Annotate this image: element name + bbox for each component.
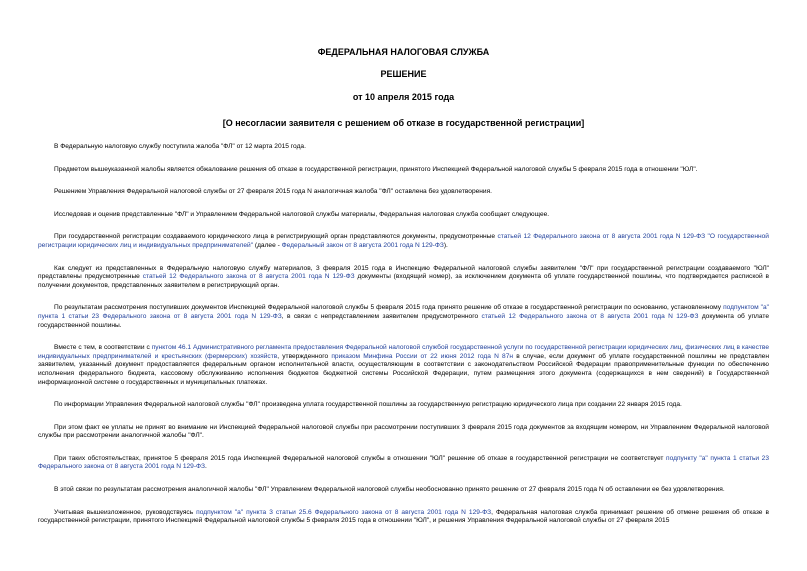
document-type: РЕШЕНИЕ xyxy=(380,69,427,79)
document-date: от 10 апреля 2015 года xyxy=(352,92,455,102)
paragraph-final-decision xyxy=(38,509,769,526)
paragraph-fee-paid: По информации Управления Федеральной налоговой службы "ФЛ" произведена уплата государственной пошлины за государственную регистрацию юридического лица при создании 22 января 2015 года. xyxy=(54,401,682,409)
text-segment: . xyxy=(205,463,207,471)
text-segment: Как следует из представленных в Федеральную налоговую службу материалов, 3 февраля 2015 года в Инспекцию Федеральной налоговой службы заявителем "ФЛ" при государственной регистрации создаваемого "ЮЛ" представлены предусмотренные xyxy=(38,264,769,281)
text-segment: (далее - xyxy=(253,241,282,249)
text-segment: ). xyxy=(443,241,448,249)
text-segment: При таких обстоятельствах, принятое 5 февраля 2015 года Инспекцией Федеральной налоговой службы в отношении "ЮЛ" решение об отказе в государственной регистрации не соответствует xyxy=(54,454,667,462)
law-article-12-link[interactable]: статьей 12 Федерального закона от 8 августа 2001 года N 129-ФЗ "О государственной регистрации юридических лиц и индивидуальных предпринимателей" xyxy=(38,233,769,249)
text-segment: , в связи с непредставлением заявителем предусмотренного xyxy=(281,312,482,320)
text-segment: в случае, если документ об уплате государственной пошлины не представлен заявителем, указанный документ предоставляется федеральным органом исполнительной власти, осуществляющим в соответствии с законодательством Российской Федерации правоприменительные функции по обеспечению исполнения федерального бюджета, кассовому обслуживанию исполнения бюджетов бюджетной системы Российской Федерации, путем размещения этого документа (содержащихся в нем сведений) в Государственной информационной системе о государственных и муниципальных платежах. xyxy=(38,352,769,386)
law-article-23-link[interactable]: подпункту "а" пункта 1 статьи 23 Федерального закона от 8 августа 2001 года N 129-ФЗ xyxy=(38,454,770,471)
law-article-23-link[interactable]: подпунктом "а" пункта 1 статьи 23 Федерального закона от 8 августа 2001 года N 129-ФЗ xyxy=(38,304,769,320)
regulation-46-1-link[interactable]: пунктом 46.1 Административного регламента предоставления Федеральной налоговой службой государственной услуги по государственной регистрации юридических лиц, физических лиц в качестве индивидуальных предпринимателей и крестьянских (фермерских) хозяйств xyxy=(38,344,769,360)
paragraph-documents-submitted xyxy=(38,265,769,291)
text-segment: документы (входящий номер), за исключением документа об уплате государственной пошлины, что подтверждается распиской в получении документов, представленных заявителем в регистрирующий орган. xyxy=(38,273,769,289)
paragraph-administrative-regulation xyxy=(38,344,769,387)
paragraph-unfounded-decision: В этой связи по результатам рассмотрения аналогичной жалобы "ФЛ" Управлением Федеральной налоговой службы необоснованно принято решение от 27 февраля 2015 года N об оставлении ее без удовлетворения. xyxy=(54,486,725,494)
agency-heading: ФЕДЕРАЛЬНАЯ НАЛОГОВАЯ СЛУЖБА xyxy=(317,47,490,57)
paragraph-fee-ignored: При этом факт ее уплаты не принят во внимание ни Инспекцией Федеральной налоговой службы при рассмотрении поступивших 3 февраля 2015 года документов за входящим номером, ни Управлением Федеральной налоговой службы при рассмотрении аналогичной жалобы "ФЛ". xyxy=(38,423,769,440)
text-segment: , утвержденного xyxy=(277,352,332,360)
text-segment: , Федеральная налоговая служба принимает решение об отмене решения об отказе в государственной регистрации, принятого Инспекцией Федеральной налоговой службы 5 февраля 2015 года в отношении "ЮЛ", и решения Управления Федеральной налоговой службы от 27 февраля 2015 xyxy=(38,508,769,525)
paragraph-complaint-subject: Предметом вышеуказанной жалобы является обжалование решения об отказе в государственной регистрации, принятого Инспекцией Федеральной налоговой службы 5 февраля 2015 года в отношении "ЮЛ". xyxy=(54,165,698,173)
document-subject: [О несогласии заявителя с решением об отказе в государственной регистрации] xyxy=(222,118,585,128)
text-segment: По результатам рассмотрения поступивших документов Инспекцией Федеральной налоговой службы 5 февраля 2015 года принято решение об отказе в государственной регистрации по основанию, установленному xyxy=(54,304,724,312)
minfin-order-link[interactable]: приказом Минфина России от 22 июня 2012 года N 87н xyxy=(331,352,514,360)
paragraph-refusal-decision xyxy=(38,304,769,330)
law-article-12-link[interactable]: статьей 12 Федерального закона от 8 августа 2001 года N 129-ФЗ xyxy=(142,273,355,281)
paragraph-non-compliance xyxy=(38,455,769,472)
paragraph-regional-decision: Решением Управления Федеральной налоговой службы от 27 февраля 2015 года N аналогичная жалоба "ФЛ" оставлена без удовлетворения. xyxy=(54,188,492,196)
text-segment: документа об уплате государственной пошлины. xyxy=(38,312,769,329)
text-segment: При государственной регистрации создаваемого юридического лица в регистрирующий орган представляются документы, предусмотренные xyxy=(54,233,498,241)
text-segment: Вместе с тем, в соответствии с xyxy=(54,344,152,352)
paragraph-complaint-received: В Федеральную налоговую службу поступила жалоба "ФЛ" от 12 марта 2015 года. xyxy=(54,143,306,150)
law-129fz-link[interactable]: Федеральный закон от 8 августа 2001 года N 129-ФЗ xyxy=(281,241,444,249)
text-segment: Учитывая вышеизложенное, руководствуясь xyxy=(54,508,197,516)
paragraph-review: Исследовав и оценив представленные "ФЛ" и Управлением Федеральной налоговой службы материалы, Федеральная налоговая служба сообщает следующее. xyxy=(54,210,550,218)
paragraph-required-documents xyxy=(38,233,769,250)
law-article-25-6-link[interactable]: подпунктом "а" пункта 3 статьи 25.6 Федерального закона от 8 августа 2001 года N 129-ФЗ xyxy=(196,508,492,516)
law-article-12-link[interactable]: статьей 12 Федерального закона от 8 августа 2001 года N 129-ФЗ xyxy=(481,312,699,320)
